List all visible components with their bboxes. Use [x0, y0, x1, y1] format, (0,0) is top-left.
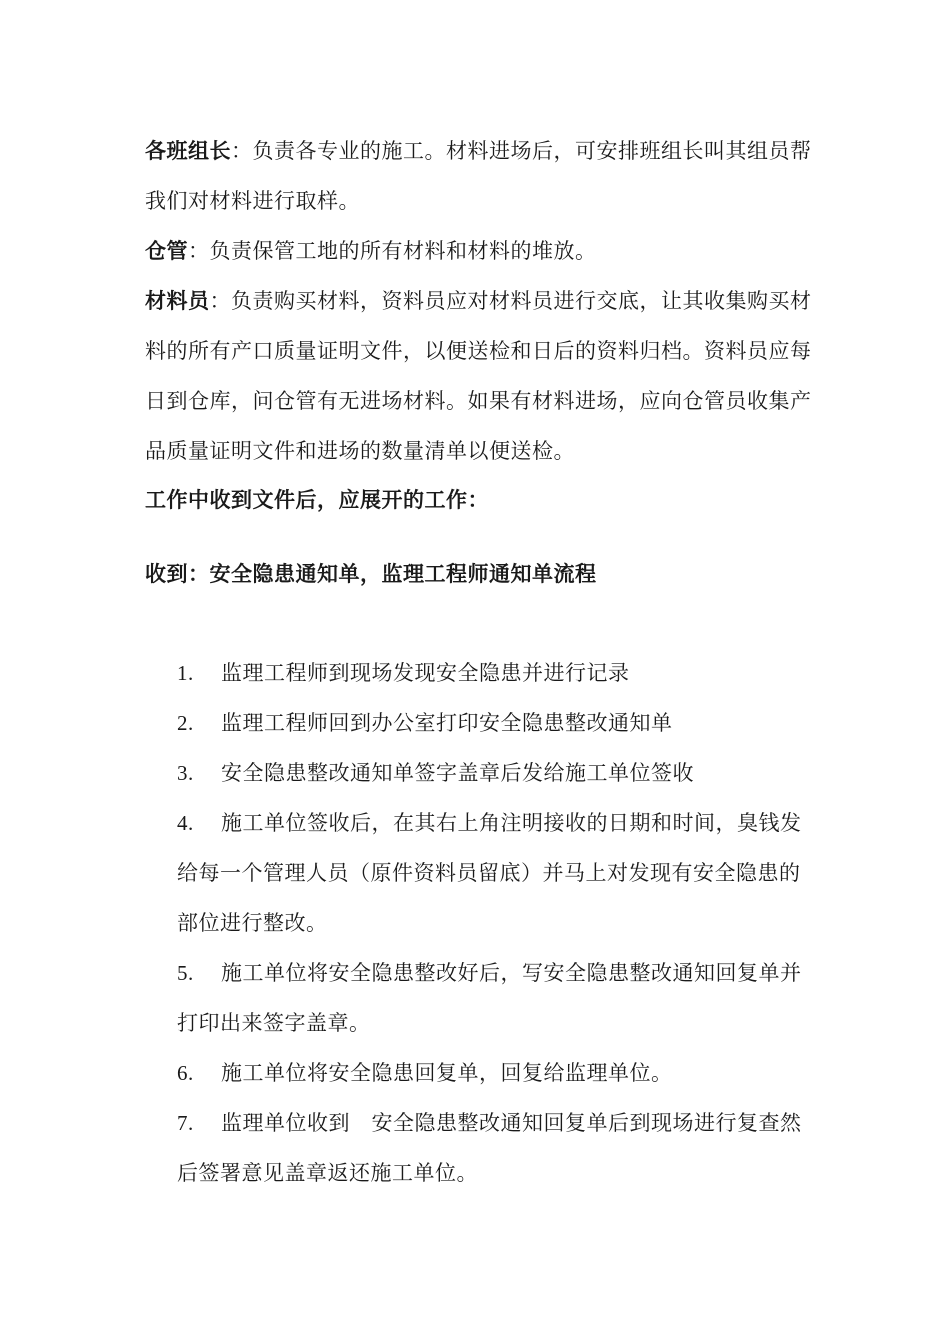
list-item: [177, 648, 805, 698]
process-steps-list: [177, 648, 805, 1198]
role-separator: ：: [231, 139, 253, 163]
role-label: 仓管: [145, 239, 188, 263]
flow-heading: 收到：安全隐患通知单，监理工程师通知单流程: [145, 562, 597, 586]
role-description: 负责保管工地的所有材料和材料的堆放。: [209, 239, 597, 263]
role-material-officer: [145, 276, 815, 476]
step-text: 施工单位将安全隐患回复单，回复给监理单位。: [221, 1061, 673, 1085]
step-text: 安全隐患整改通知单签字盖章后发给施工单位签收: [221, 761, 694, 785]
list-item: [177, 1098, 805, 1198]
role-label: 材料员: [145, 289, 210, 313]
step-number: 5.: [177, 961, 194, 985]
step-number: 7.: [177, 1111, 194, 1135]
role-label: 各班组长: [145, 139, 231, 163]
role-separator: ：: [209, 289, 231, 313]
step-text: 监理工程师到现场发现安全隐患并进行记录: [221, 661, 630, 685]
step-number: 1.: [177, 661, 194, 685]
role-description: 负责购买材料，资料员应对材料员进行交底，让其收集购买材料的所有产口质量证明文件，以便送检和日后的资料归档。资料员应每日到仓库，问仓管有无进场材料。如果有材料进场，应向仓管员收集产品质量证明文件和进场的数量清单以便送检。: [145, 289, 812, 463]
role-team-leader: [145, 126, 815, 226]
step-number: 3.: [177, 761, 194, 785]
step-number: 4.: [177, 811, 194, 835]
list-item: [177, 1048, 805, 1098]
step-text: 施工单位签收后，在其右上角注明接收的日期和时间，臭钱发给每一个管理人员（原件资料员留底）并马上对发现有安全隐患的部位进行整改。: [177, 811, 802, 935]
step-number: 6.: [177, 1061, 194, 1085]
work-heading: 工作中收到文件后，应展开的工作：: [145, 488, 489, 512]
role-separator: ：: [188, 239, 210, 263]
role-description: 负责各专业的施工。材料进场后，可安排班组长叫其组员帮我们对材料进行取样。: [145, 139, 812, 213]
step-text: 监理工程师回到办公室打印安全隐患整改通知单: [221, 711, 673, 735]
step-text: 监理单位收到 安全隐患整改通知回复单后到现场进行复查然后签署意见盖章返还施工单位。: [177, 1111, 802, 1185]
list-item: [177, 948, 805, 1048]
list-item: [177, 698, 805, 748]
role-warehouse-keeper: [145, 226, 815, 276]
list-item: [177, 748, 805, 798]
step-text: 施工单位将安全隐患整改好后，写安全隐患整改通知回复单并打印出来签字盖章。: [177, 961, 802, 1035]
step-number: 2.: [177, 711, 194, 735]
list-item: [177, 798, 805, 948]
